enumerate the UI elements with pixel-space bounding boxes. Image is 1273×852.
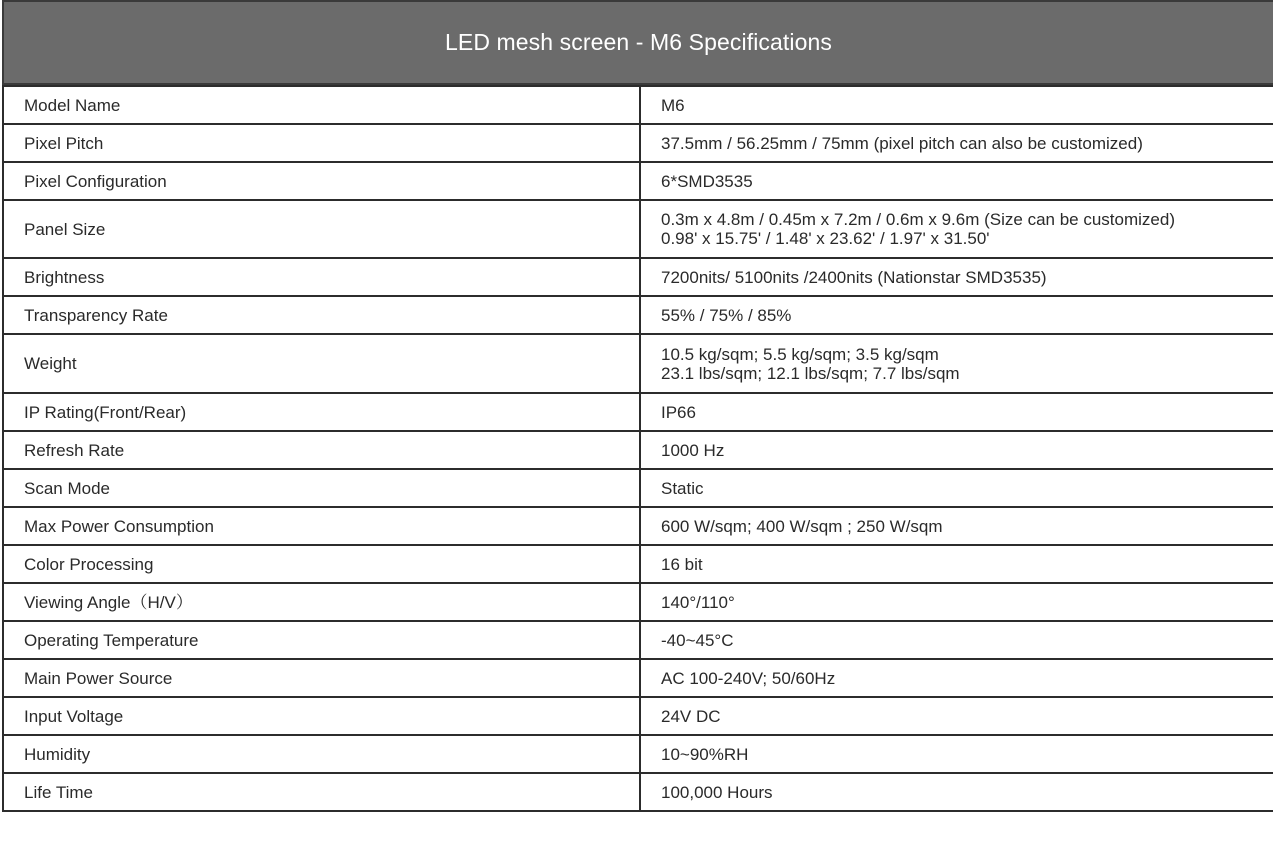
- spec-label: Panel Size: [3, 200, 640, 258]
- spec-label: Transparency Rate: [3, 296, 640, 334]
- spec-table-body: [3, 86, 1273, 811]
- spec-value-line: 16 bit: [661, 554, 703, 574]
- spec-value: [640, 124, 1273, 162]
- spec-label: Viewing Angle（H/V）: [3, 583, 640, 621]
- table-row: [3, 469, 1273, 507]
- spec-value: [640, 583, 1273, 621]
- table-row: [3, 200, 1273, 258]
- spec-value: [640, 507, 1273, 545]
- table-row: [3, 334, 1273, 393]
- spec-label: Scan Mode: [3, 469, 640, 507]
- spec-sheet: [2, 0, 1273, 812]
- spec-value-line: 23.1 lbs/sqm; 12.1 lbs/sqm; 7.7 lbs/sqm: [661, 363, 960, 383]
- spec-value-line: IP66: [661, 402, 696, 422]
- spec-value: [640, 258, 1273, 296]
- spec-value-line: 6*SMD3535: [661, 171, 753, 191]
- spec-label: Color Processing: [3, 545, 640, 583]
- table-row: [3, 393, 1273, 431]
- table-row: [3, 431, 1273, 469]
- spec-value: [640, 334, 1273, 393]
- spec-label: IP Rating(Front/Rear): [3, 393, 640, 431]
- spec-value-line: 140°/110°: [661, 592, 735, 612]
- spec-label: Operating Temperature: [3, 621, 640, 659]
- spec-label: Input Voltage: [3, 697, 640, 735]
- spec-value: [640, 545, 1273, 583]
- spec-label: Life Time: [3, 773, 640, 811]
- spec-label: Pixel Configuration: [3, 162, 640, 200]
- spec-label: Max Power Consumption: [3, 507, 640, 545]
- spec-value-line: 0.3m x 4.8m / 0.45m x 7.2m / 0.6m x 9.6m (Size can be customized): [661, 210, 1175, 229]
- spec-value-line: 7200nits/ 5100nits /2400nits (Nationstar SMD3535): [661, 267, 1047, 287]
- spec-value-line: 37.5mm / 56.25mm / 75mm (pixel pitch can also be customized): [661, 133, 1143, 153]
- spec-value: [640, 659, 1273, 697]
- spec-value: [640, 697, 1273, 735]
- spec-label: Humidity: [3, 735, 640, 773]
- spec-value-line: 100,000 Hours: [661, 782, 773, 802]
- table-row: [3, 659, 1273, 697]
- table-row: [3, 621, 1273, 659]
- spec-label: Main Power Source: [3, 659, 640, 697]
- spec-value: [640, 621, 1273, 659]
- spec-table: [2, 85, 1273, 812]
- spec-value: [640, 431, 1273, 469]
- spec-value: [640, 162, 1273, 200]
- page-title: LED mesh screen - M6 Specifications: [445, 29, 832, 55]
- table-row: [3, 697, 1273, 735]
- table-row: [3, 507, 1273, 545]
- spec-value-line: -40~45°C: [661, 630, 734, 650]
- spec-label: Refresh Rate: [3, 431, 640, 469]
- table-row: [3, 773, 1273, 811]
- table-row: [3, 86, 1273, 124]
- spec-value-line: 1000 Hz: [661, 440, 725, 460]
- spec-value: [640, 393, 1273, 431]
- spec-value: [640, 296, 1273, 334]
- spec-label: Model Name: [3, 86, 640, 124]
- table-row: [3, 258, 1273, 296]
- spec-label: Brightness: [3, 258, 640, 296]
- spec-value-line: 55% / 75% / 85%: [661, 305, 792, 325]
- spec-value: [640, 735, 1273, 773]
- spec-value: [640, 469, 1273, 507]
- table-row: [3, 124, 1273, 162]
- spec-value: [640, 86, 1273, 124]
- spec-value-line: M6: [661, 95, 685, 115]
- table-row: [3, 296, 1273, 334]
- spec-value-line: Static: [661, 478, 704, 498]
- spec-label: Weight: [3, 334, 640, 393]
- spec-value-line: 10.5 kg/sqm; 5.5 kg/sqm; 3.5 kg/sqm: [661, 344, 939, 364]
- table-row: [3, 545, 1273, 583]
- spec-value-line: AC 100-240V; 50/60Hz: [661, 668, 836, 688]
- spec-value: [640, 200, 1273, 258]
- table-row: [3, 583, 1273, 621]
- table-row: [3, 735, 1273, 773]
- spec-header: [2, 0, 1273, 85]
- table-row: [3, 162, 1273, 200]
- spec-value-line: 24V DC: [661, 706, 721, 726]
- spec-value-line: 600 W/sqm; 400 W/sqm ; 250 W/sqm: [661, 516, 943, 536]
- spec-value-line: 0.98' x 15.75' / 1.48' x 23.62' / 1.97' x 31.50': [661, 229, 990, 248]
- spec-label: Pixel Pitch: [3, 124, 640, 162]
- spec-value: [640, 773, 1273, 811]
- spec-value-line: 10~90%RH: [661, 744, 749, 764]
